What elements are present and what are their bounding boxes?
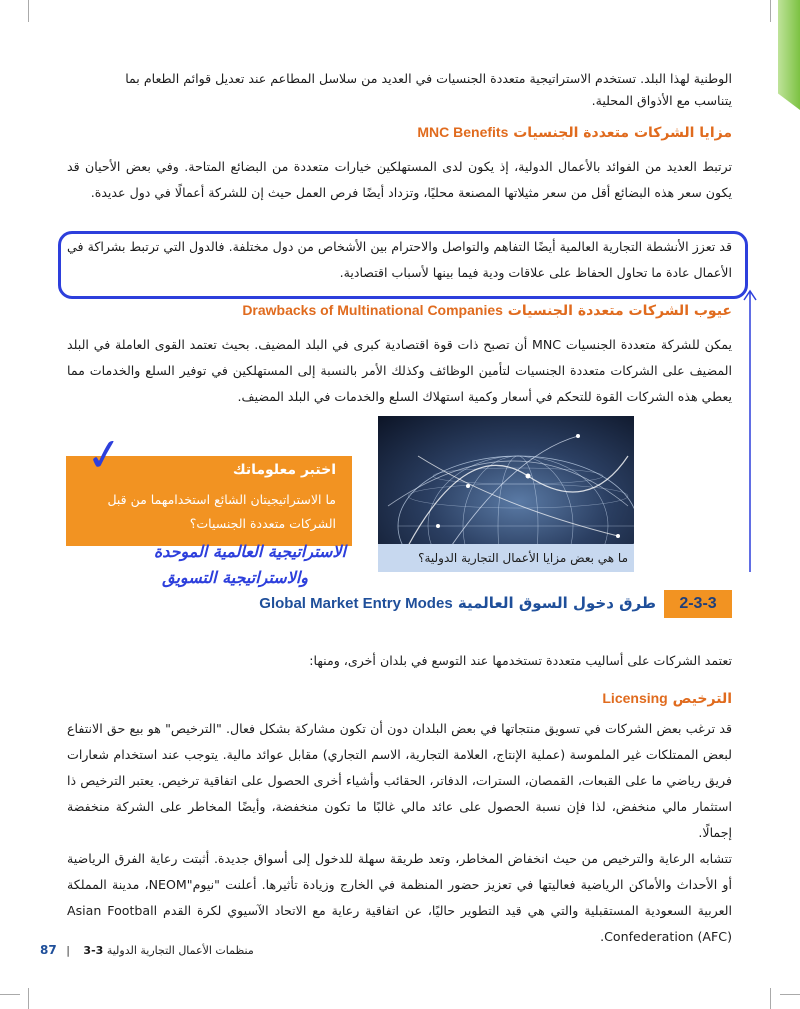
drawbacks-paragraph: يمكن للشركة متعددة الجنسيات MNC أن تصبح ذات قوة اقتصادية كبرى في البلد المضيف. بحيث تعتمد القوى العاملة في البلد المضيف على الشركات متعددة الجنسيات لتأمين الوظائف وكذلك الأمر بالنسبة إلى المستهلكين في توفير السلع والخدمات مما يعطي هذه الشركات القوة للتحكم في أسعار وكمية استهلاك السلع والخدمات في البلد المضيف. (67, 337, 732, 404)
crop-mark (780, 994, 800, 995)
section-number-badge: 2-3-3 (664, 590, 732, 618)
page-footer (40, 940, 440, 960)
drawbacks-heading (67, 302, 732, 319)
page-number: 87 (40, 943, 57, 957)
checkmark-icon: ✓ (82, 427, 127, 484)
benefits-paragraph-highlighted: قد تعزز الأنشطة التجارية العالمية أيضًا التفاهم والتواصل والاحترام بين الأشخاص من دول مختلفة. فالدول التي ترتبط بشراكة في الأعمال عادة ما تحاول الحفاظ على علاقات ودية فيما بينها لأسباب اقتصادية. (67, 239, 732, 280)
licensing-heading-ar: الترخيص (672, 691, 732, 707)
benefits-heading-ar: مزايا الشركات متعددة الجنسيات (513, 125, 732, 141)
section-title-en: Global Market Entry Modes (259, 595, 453, 612)
section-title-ar: طرق دخول السوق العالمية (457, 594, 656, 612)
benefits-paragraph: ترتبط العديد من الفوائد بالأعمال الدولية، إذ يكون لدى المستهلكين خيارات متعددة من البضائع المتاحة. وفي بعض الأحيان قد يكون سعر هذه البضائع أقل من سعر مثيلاتها المصنعة محليًا، وتزداد أيضًا فرص العمل حيث إن للشركة أعمالًا في دول عديدة. (67, 159, 732, 200)
footer-chapter: 3-3 (83, 944, 104, 957)
benefits-heading-en: MNC Benefits (417, 124, 509, 140)
intro-line: يتناسب مع الأذواق المحلية. (591, 93, 732, 108)
drawbacks-heading-en: Drawbacks of Multinational Companies (242, 302, 503, 318)
crop-mark (28, 988, 29, 1009)
quiz-question: ما الاستراتيجيتان الشائع استخدامهما من قبل الشركات متعددة الجنسيات؟ (107, 492, 336, 531)
crop-mark (0, 994, 20, 995)
section-intro: تعتمد الشركات على أساليب متعددة تستخدمها عند التوسع في بلدان أخرى، ومنها: (309, 653, 732, 668)
crop-mark (770, 0, 771, 22)
handwritten-answer-line: والاستراتيجية التسويق (162, 568, 308, 587)
section-header (212, 590, 732, 618)
quiz-title: اختبر معلوماتك (232, 462, 336, 478)
footer-separator: | (66, 944, 70, 957)
handwritten-answer-line: الاستراتيجية العالمية الموحدة (153, 542, 346, 561)
licensing-paragraph: تتشابه الرعاية والترخيص من حيث انخفاض المخاطر، وتعد طريقة سهلة للدخول إلى أسواق جديدة. أثبتت رعاية الفرق الرياضية أو الأحداث والأماكن الرياضية فعاليتها في تعزيز حضور المنظمة في الخارج وزيادة تأثيرها. أعلنت "نيوم"NEOM، مدينة المملكة العربية السعودية المستقبلية والتي هي قيد التطوير حاليًا، عن اتفاقية رعاية مع الاتحاد الآسيوي لكرة القدم Asian Football Confederation (AFC). (67, 851, 733, 944)
benefits-heading (67, 124, 732, 141)
licensing-heading-en: Licensing (602, 690, 668, 706)
licensing-paragraph: قد ترغب بعض الشركات في تسويق منتجاتها في بعض البلدان دون أن تكون مشاركة بشكل فعال. "الترخيص" هو بيع حق الانتفاع لبعض الممتلكات غير الملموسة (عملية الإنتاج، العلامة التجارية، الاسم التجاري) مقابل عوائد مالية. يتوجب عند استخدام شعارات فريق رياضي ما على القبعات، القمصان، السترات، الدفاتر، الحقائب وأشياء أخرى الحصول على اتفاقية ترخيص. يعتبر الترخيص ذا استثمار مالي منخفض، لذا فإن نسبة الحصول على عائد مالي غالبًا ما تكون منخفضة، وأيضًا المخاطر على الشركة منخفضة إجمالًا. (67, 721, 732, 840)
section-title (216, 594, 656, 612)
crop-mark (770, 988, 771, 1009)
footer-title: منظمات الأعمال التجارية الدولية (106, 944, 254, 957)
image-caption: ما هي بعض مزايا الأعمال التجارية الدولية؟ (378, 544, 634, 572)
annotation-arrow (740, 288, 760, 578)
chapter-side-tab (778, 0, 800, 110)
crop-mark (28, 0, 29, 22)
licensing-heading (67, 690, 732, 707)
intro-line: الوطنية لهذا البلد. تستخدم الاستراتيجية متعددة الجنسيات في العديد من سلاسل المطاعم عند تعديل قوائم الطعام بما (125, 71, 732, 86)
intro-text (67, 68, 732, 112)
drawbacks-heading-ar: عيوب الشركات متعددة الجنسيات (507, 303, 732, 319)
